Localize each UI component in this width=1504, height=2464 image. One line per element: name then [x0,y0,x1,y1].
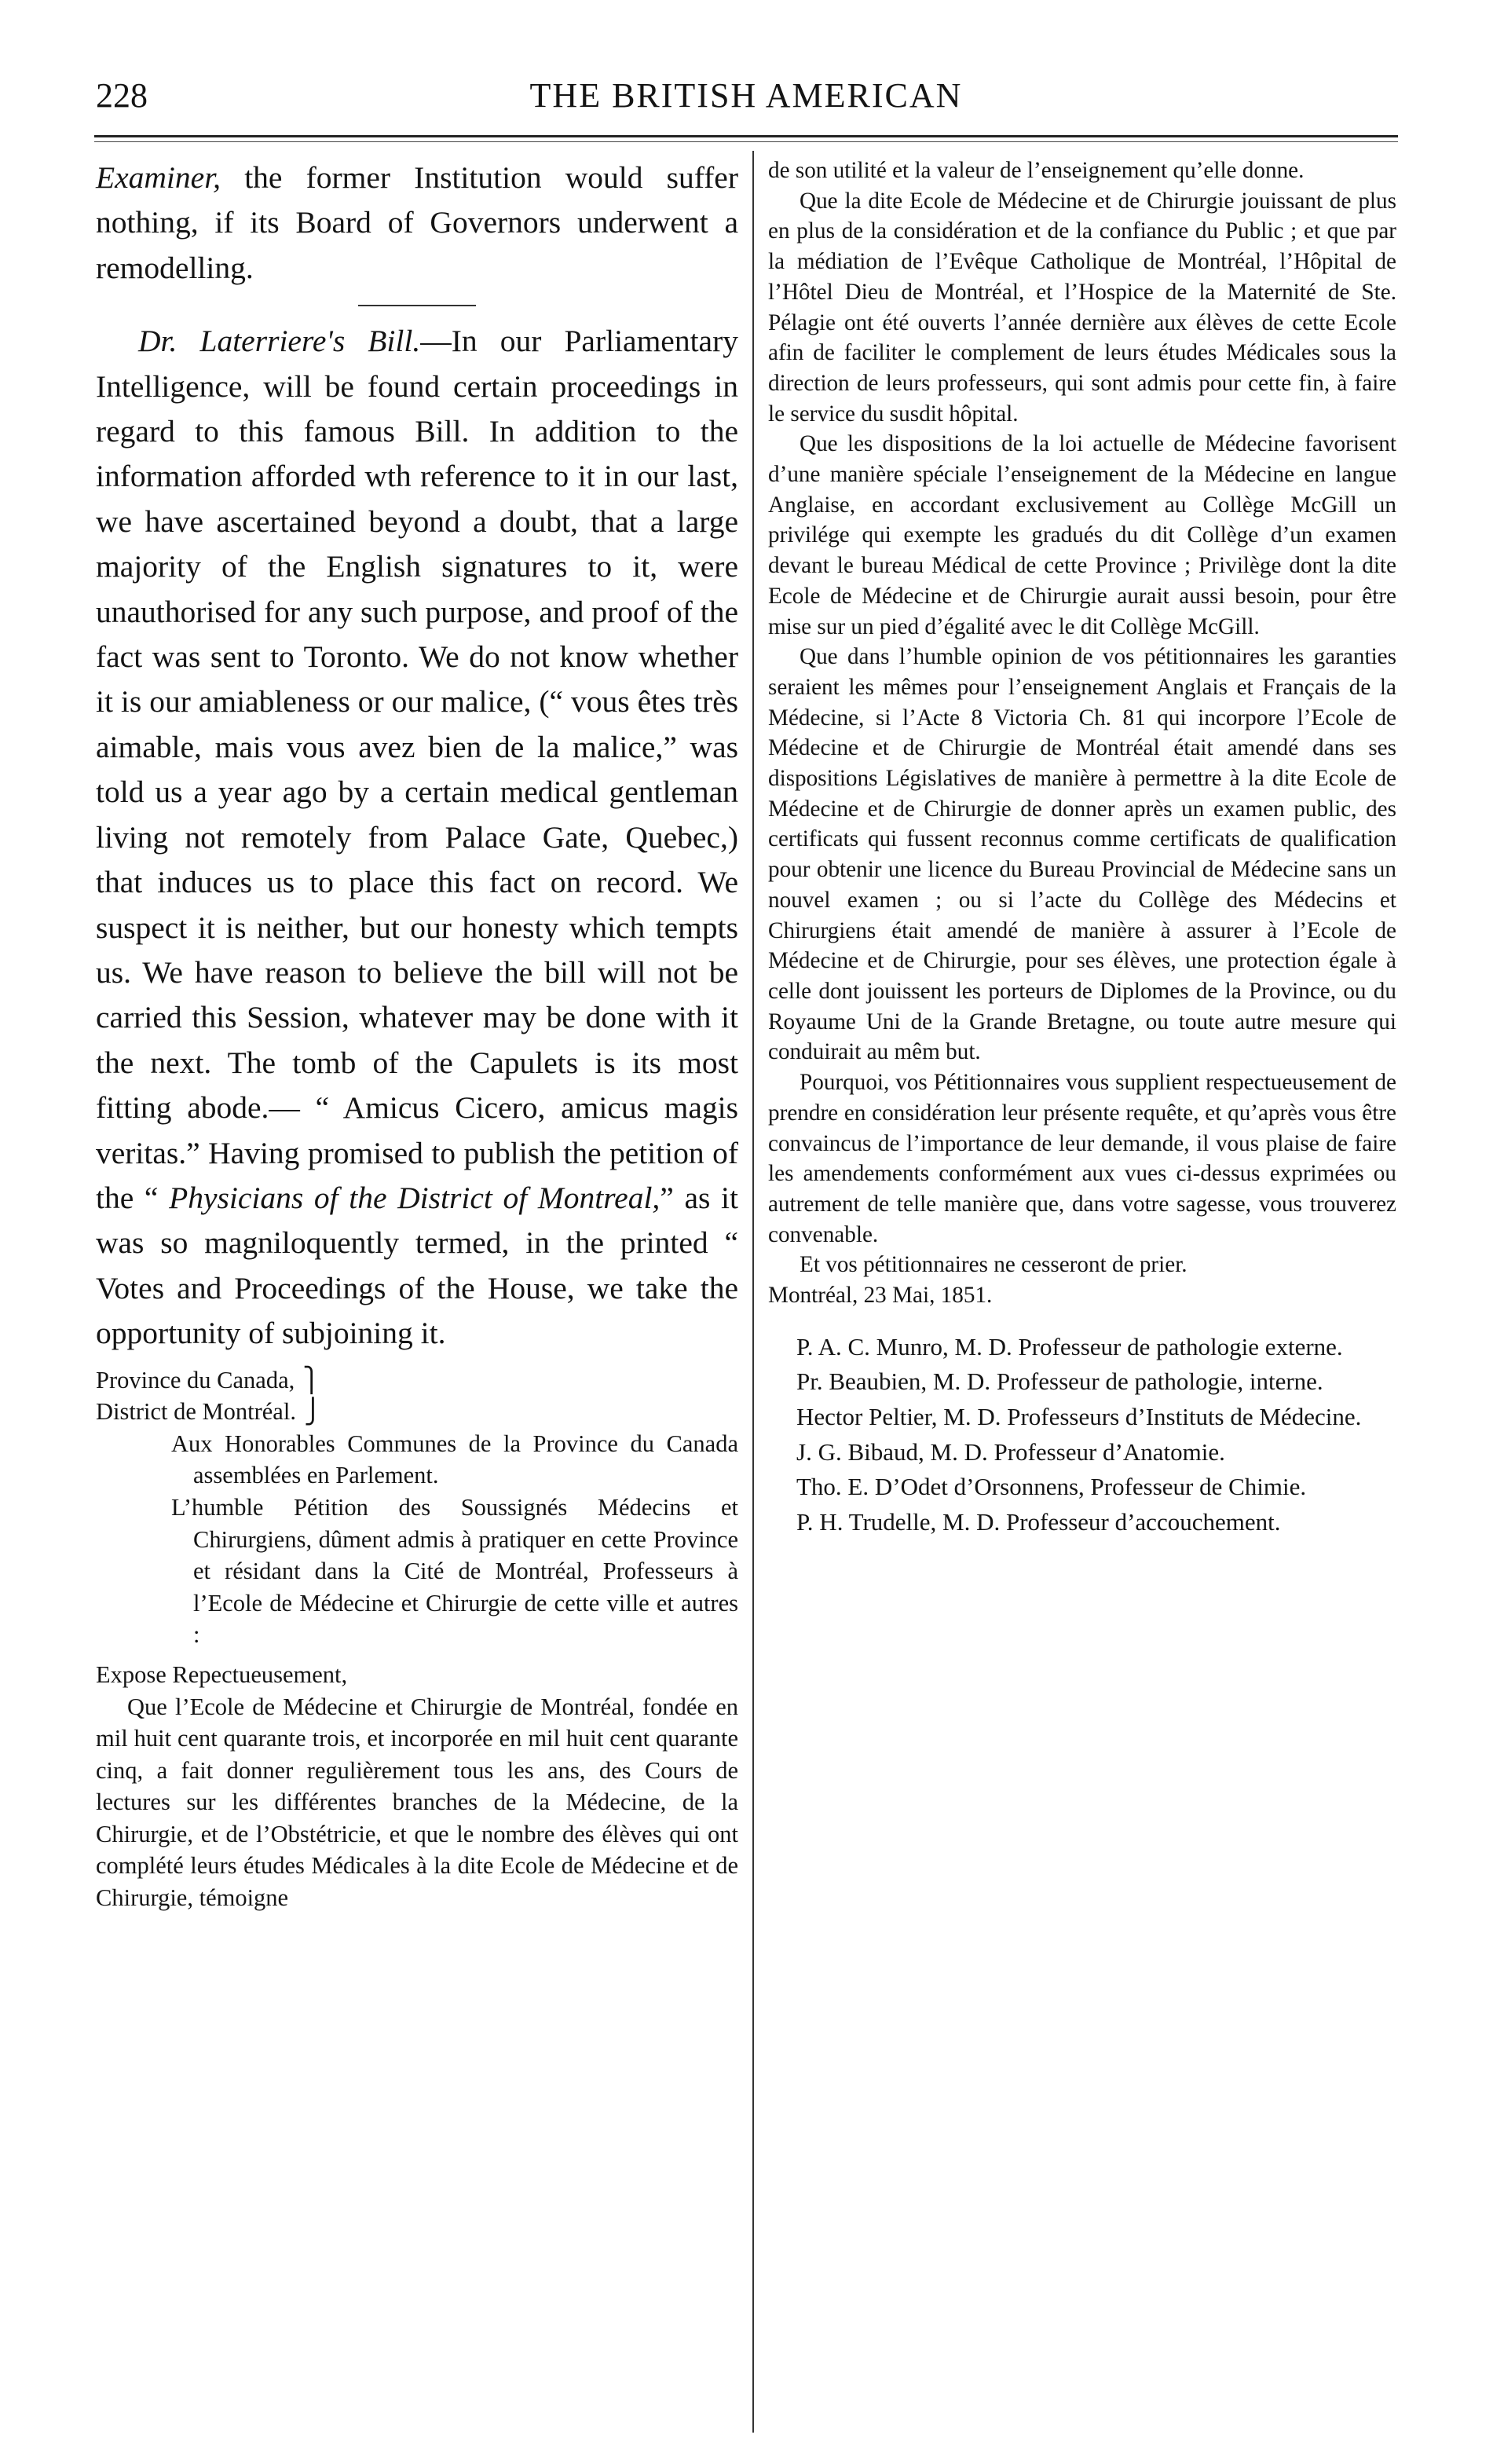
running-title: THE BRITISH AMERICAN [529,76,963,115]
expose-line: Expose Repectueusement, [96,1660,348,1688]
signatory: P. H. Trudelle, M. D. Professeur d’accouchement. [796,1507,1281,1536]
section-separator [358,305,476,306]
signatory: Tho. E. D’Odet d’Orsonnens, Professeur de Chimie. [796,1473,1307,1501]
district-line: District de Montréal. ⎭ [96,1398,322,1426]
intro-text: the former Institution would suffer nothing, if its Board of Governors underwent a remodelling. [96,160,738,285]
header-rule-thin [94,141,1398,142]
spacer [768,1311,1396,1330]
article-body-1: —In our Parliamentary Intelligence, will be found certain proceedings in regard to this famous Bill. In addition to the information afforded wth reference to it in our last, we have ascertained beyond a doubt, that a large majority of the English signatures to it, were unauthorised for any such purpose, and proof of the fact was sent to Toronto. We do not know whether it is our amiableness or our malice, (“ vous êtes très aimable, mais vous avez bien de la malice,” was told us a year ago by a certain medical gentleman living not remotely from Palace Gate, Quebec,) that induces us to place this fact on record. We suspect it is neither, but our honesty which tempts us. We have reason to believe the bill will not be carried this Session, whatever may be done with it the next. The tomb of the Capulets is its most fitting abode.— “ Amicus Cicero, amicus magis veritas.” Having promised to publish the petition of the “ [96,324,738,1215]
signatory: Hector Peltier, M. D. Professeurs d’Instituts de Médecine. [796,1402,1362,1430]
article-paragraph [96,319,738,1356]
left-column [96,156,738,1914]
article-body-3: ” as it was so magniloquently termed, in the printed “ Votes and Proceedings of the House, we take the opportunity of subjoining it. [96,1180,738,1351]
article-italic-2: Physicians of the District of Montreal, [169,1180,661,1215]
intro-paragraph [96,156,738,291]
province-line: Province du Canada, ⎫ [96,1366,321,1393]
intro-italic: Examiner, [96,160,221,195]
petition-para-3: Que dans l’humble opinion de vos pétitionnaires les garanties seraient les mêmes pour l’enseignement Anglais et Français de la Médecine, si l’Acte 8 Victoria Ch. 81 qui incorpore l’Ecole de Médecine et de Chirurgie de Montréal était amendé dans ses dispositions Législatives de manière à permettre à la dite Ecole de Médecine et de Chirurgie de donner après un examen public, des certificats qui fussent reconnus comme certificats de qualification pour obtenir une licence du Bureau Provincial de Médecine sans un nouvel examen ; ou si l’acte du Collège des Médecins et Chirurgiens était amendé de manière à assurer à l’Ecole de Médecine et de Chirurgie, pour ses élèves, une protection égale à celle dont jouissent les porteurs de Diplomes de la Province, ou du Royaume Uni de la Grande Bretagne, ou toute autre mesure qui conduirait au mêm but. [768,644,1396,1065]
column-divider [752,151,754,2433]
signatory: Pr. Beaubien, M. D. Professeur de pathologie, interne. [796,1367,1323,1396]
signatory: P. A. C. Munro, M. D. Professeur de pathologie externe. [796,1332,1343,1360]
header-rule [94,135,1398,137]
date-line: Montréal, 23 Mai, 1851. [768,1283,993,1309]
petition-para-4: Pourquoi, vos Pétitionnaires vous supplient respectueusement de prendre en considération leur présente requête, et qu’après vous être convaincus de l’importance de leur demande, il vous plaise de faire les amendements conformément aux vues ci-dessus exprimées ou autrement de telle manière que, dans votre sagesse, vous trouverez convenable. [768,1070,1396,1247]
spacer [96,1356,738,1364]
petition-para-5: Et vos pétitionnaires ne cesseront de prier. [800,1252,1187,1278]
brace-glyph-bottom: ⎭ [303,1398,322,1426]
page-header [94,75,1398,127]
que-paragraph: Que l’Ecole de Médecine et Chirurgie de Montréal, fondée en mil huit cent quarante trois, et incorporée en mil huit cent quarante cinq, a fait donner regulièrement tous les ans, des Cours de lectures sur les différentes branches de la Médecine, de la Chirurgie, et de l’Obstétricie, et que le nombre des élèves qui ont complété leurs études Médicales à la dite Ecole de Médecine et de Chirurgie, témoigne [96,1693,738,1912]
address-line: Aux Honorables Communes de la Province du Canada assemblées en Parlement. [171,1430,738,1489]
page-number: 228 [96,76,148,115]
spacer [96,1651,738,1659]
continuation-text: de son utilité et la valeur de l’enseignement qu’elle donne. [768,158,1305,183]
petition-para-2: Que les dispositions de la loi actuelle de Médecine favorisent d’une manière spéciale l’enseignement de la Médecine en langue Anglaise, en accordant exclusivement au Collège McGill un privilége qui exempte les gradués du dit Collège d’un examen devant le bureau Médical de cette Province ; Privilège dont la dite Ecole de Médecine et de Chirurgie aurait aussi besoin, pour être mise sur un pied d’égalité avec le dit Collège McGill. [768,431,1396,639]
brace-glyph-top: ⎫ [302,1366,321,1393]
petition-intro: L’humble Pétition des Soussignés Médecins et Chirurgiens, dûment admis à pratiquer en cette Province et résidant dans la Cité de Montréal, Professeurs à l’Ecole de Médecine et Chirurgie de cette ville et autres : [171,1493,738,1649]
right-column [768,156,1396,1540]
signatory: J. G. Bibaud, M. D. Professeur d’Anatomie. [796,1437,1225,1466]
petition-para-1: Que la dite Ecole de Médecine et de Chirurgie jouissant de plus en plus de la considération et de la confiance du Public ; et que par la médiation de l’Evêque Catholique de Montréal, l’Hôpital de l’Hôtel Dieu de Montréal, et l’Hospice de la Maternité de Ste. Pélagie ont été ouverts l’année dernière aux élèves de cette Ecole afin de faciliter le complement de leurs études Médicales sous la direction de leurs professeurs, qui sont admis pour cette fin, à faire le service du susdit hôpital. [768,188,1396,427]
article-title: Dr. Laterriere's Bill. [138,324,421,359]
